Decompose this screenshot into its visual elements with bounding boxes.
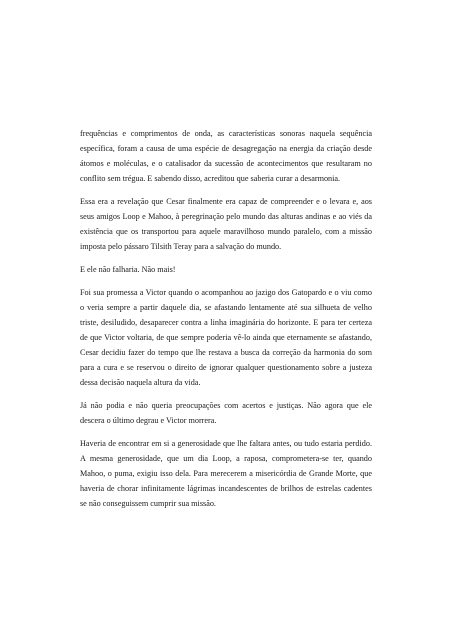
body-text	[80, 126, 372, 519]
paragraph-3: E ele não falharia. Não mais!	[80, 265, 176, 274]
paragraph-2: Essa era a revelação que Cesar finalmente era capaz de compreender e o levara e, aos seus amigos Loop e Mahoo, à peregrinação pelo mundo das alturas andinas e ao viés da existência que os transportou para aquele maravilhoso mundo paralelo, com a missão imposta pelo pássaro Tilsith Teray para a salvação do mundo.	[80, 197, 372, 251]
paragraph-4: Foi sua promessa a Victor quando o acompanhou ao jazigo dos Gatopardo e o viu como o veria sempre a partir daquele dia, se afastando lentamente até sua silhueta de velho triste, desiludido, desaparecer contra a linha imaginária do horizonte. E para ter certeza de que Victor voltaria, de que sempre poderia vê-lo ainda que eternamente se afastando, Cesar decidiu fazer do tempo que lhe restava a busca da correção da harmonia do som para a cura e se reservou o direito de ignorar qualquer questionamento sobre a justeza dessa decisão naquela altura da vida.	[80, 288, 372, 387]
paragraph-6: Haveria de encontrar em si a generosidade que lhe faltara antes, ou tudo estaria perdido. A mesma generosidade, que um dia Loop, a raposa, comprometera-se ter, quando Mahoo, o puma, exigiu isso dela. Para merecerem a misericórdia de Grande Morte, que haveria de chorar infinitamente lágrimas incandescentes de brilhos de estrelas cadentes se não conseguissem cumprir sua missão.	[80, 439, 372, 508]
paragraph-1: frequências e comprimentos de onda, as características sonoras naquela sequência específica, foram a causa de uma espécie de desagregação na energia da criação desde átomos e moléculas, e o catalisador da sucessão de acontecimentos que resultaram no conflito sem trégua. E sabendo disso, acreditou que saberia curar a desarmonia.	[80, 129, 372, 183]
paragraph-5: Já não podia e não queria preocupações com acertos e justiças. Não agora que ele descera o último degrau e Victor morrera.	[80, 401, 372, 425]
